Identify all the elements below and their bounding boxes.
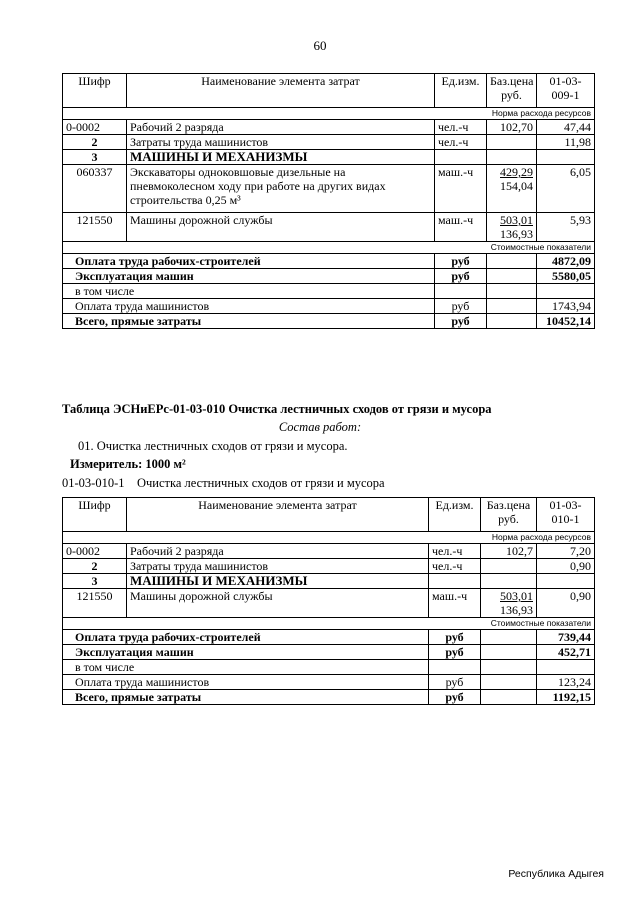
cost-row: в том числе — [63, 660, 595, 675]
header-price: Баз.цена руб. — [481, 498, 537, 532]
resource-table-1 — [62, 73, 595, 329]
table-row: 060337 Экскаваторы одноковшовые дизельные на пневмоколесном ходу при работе на других видах строительства 0,25 м³ маш.-ч 429,29 154,04 6,05 — [63, 165, 595, 213]
item-code-line: 01-03-010-1 Очистка лестничных сходов от грязи и мусора — [62, 476, 385, 490]
table-row: 121550 Машины дорожной службы маш.-ч 503,01 136,93 0,90 — [63, 589, 595, 618]
header-price: Баз.цена руб. — [487, 74, 537, 108]
cost-caption: Стоимостные показатели — [63, 242, 595, 254]
header-code: Шифр — [63, 498, 127, 532]
table-row: 0-0002 Рабочий 2 разряда чел.-ч 102,70 47,44 — [63, 120, 595, 135]
cost-row: Оплата труда машинистов руб 1743,94 — [63, 299, 595, 314]
cost-row: Эксплуатация машин руб 452,71 — [63, 645, 595, 660]
cost-row: Оплата труда рабочих-строителей руб 4872,09 — [63, 254, 595, 269]
norm-caption: Норма расхода ресурсов — [63, 532, 595, 544]
resource-table-2 — [62, 497, 595, 705]
header-name: Наименование элемента затрат — [127, 74, 435, 108]
table-row: 0-0002 Рабочий 2 разряда чел.-ч 102,7 7,20 — [63, 544, 595, 559]
header-norm-code: 01-03-010-1 — [537, 498, 595, 532]
cost-row: в том числе — [63, 284, 595, 299]
table-row: 2 Затраты труда машинистов чел.-ч 11,98 — [63, 135, 595, 150]
header-name: Наименование элемента затрат — [127, 498, 429, 532]
footer-region: Республика Адыгея — [508, 868, 604, 880]
table-row: 3 МАШИНЫ И МЕХАНИЗМЫ — [63, 150, 595, 165]
table-row: 3 МАШИНЫ И МЕХАНИЗМЫ — [63, 574, 595, 589]
cost-row: Оплата труда рабочих-строителей руб 739,44 — [63, 630, 595, 645]
cost-row: Эксплуатация машин руб 5580,05 — [63, 269, 595, 284]
header-unit: Ед.изм. — [435, 74, 487, 108]
norm-caption: Норма расхода ресурсов — [63, 108, 595, 120]
work-item: 01. Очистка лестничных сходов от грязи и мусора. — [78, 439, 348, 453]
cost-row: Оплата труда машинистов руб 123,24 — [63, 675, 595, 690]
page-number: 60 — [313, 38, 327, 53]
cost-row: Всего, прямые затраты руб 1192,15 — [63, 690, 595, 705]
table-title: Таблица ЭСНиЕРс-01-03-010 Очистка лестничных сходов от грязи и мусора — [62, 402, 492, 416]
table-row: 2 Затраты труда машинистов чел.-ч 0,90 — [63, 559, 595, 574]
header-norm-code: 01-03-009-1 — [537, 74, 595, 108]
cost-caption: Стоимостные показатели — [63, 618, 595, 630]
header-unit: Ед.изм. — [429, 498, 481, 532]
cost-row: Всего, прямые затраты руб 10452,14 — [63, 314, 595, 329]
table-row: 121550 Машины дорожной службы маш.-ч 503,01 136,93 5,93 — [63, 213, 595, 242]
measure-unit: Измеритель: 1000 м² — [70, 457, 186, 471]
composition-heading: Состав работ: — [278, 420, 362, 434]
header-code: Шифр — [63, 74, 127, 108]
